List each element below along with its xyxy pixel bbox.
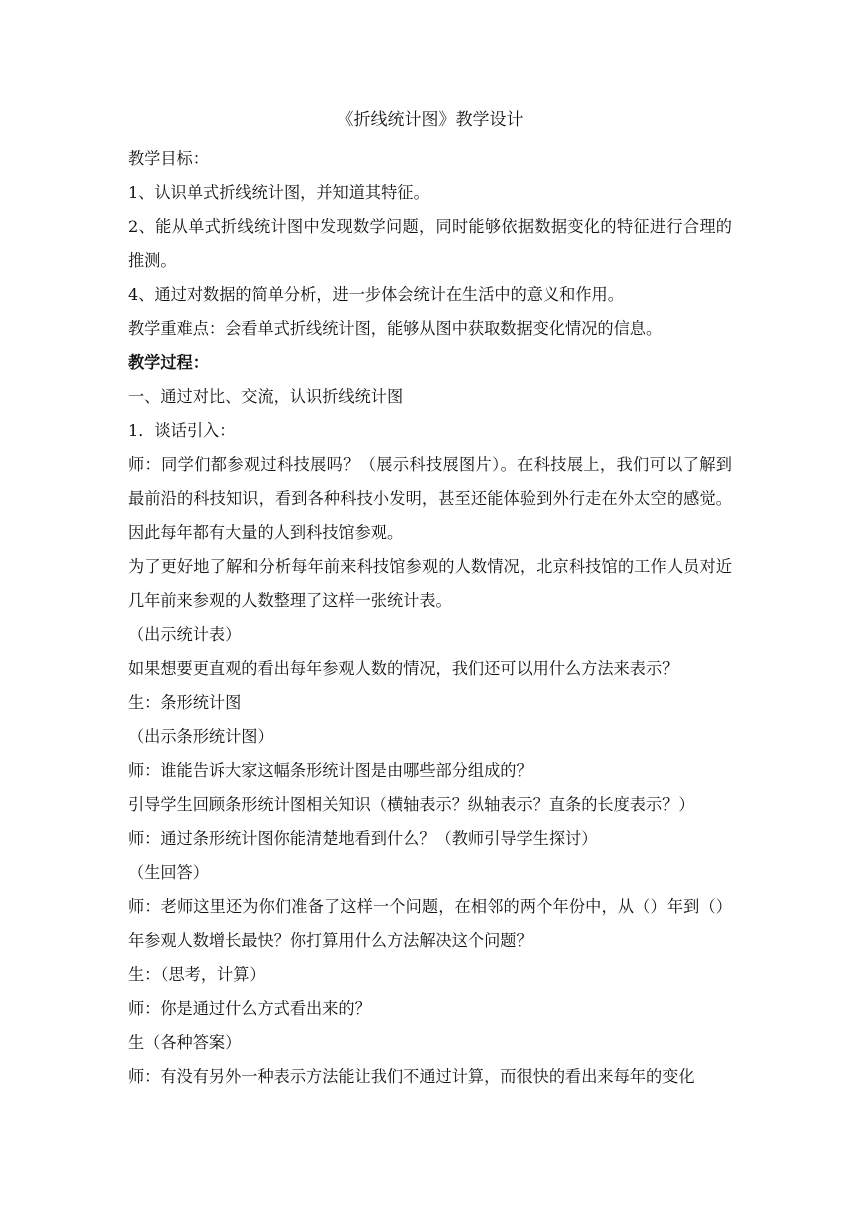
- student-various-answers: 生（各种答案）: [128, 1033, 242, 1052]
- section-heading-process: 教学过程：: [128, 353, 209, 372]
- review-guidance: 引导学生回顾条形统计图相关知识（横轴表示？纵轴表示？直条的长度表示？）: [128, 795, 695, 814]
- document-body: [128, 142, 732, 1094]
- objective-item-4: 4、通过对数据的简单分析，进一步体会统计在生活中的意义和作用。: [128, 285, 624, 304]
- teacher-question-alternative: 师：有没有另外一种表示方法能让我们不通过计算，而很快的看出来每年的变化: [128, 1067, 695, 1086]
- process-step-1-heading: 1．谈话引入：: [128, 421, 236, 440]
- teacher-intro-paragraph: 师：同学们都参观过科技展吗？（展示科技展图片）。在科技展上，我们可以了解到最前沿的科技知识，看到各种科技小发明，甚至还能体验到外行走在外太空的感觉。因此每年都有大量的人到科技馆参观。: [128, 455, 732, 542]
- question-paragraph: 如果想要更直观的看出每年参观人数的情况，我们还可以用什么方法来表示？: [128, 659, 679, 678]
- process-part-1-heading: 一、通过对比、交流，认识折线统计图: [128, 387, 404, 406]
- student-respond-note: （生回答）: [128, 863, 209, 882]
- teacher-question-growth: 师：老师这里还为你们准备了这样一个问题，在相邻的两个年份中，从（）年到（）年参观人数增长最快？你打算用什么方法解决这个问题？: [128, 897, 732, 950]
- document-title: 《折线统计图》教学设计: [336, 110, 524, 130]
- key-difficulties: 教学重难点：会看单式折线统计图，能够从图中获取数据变化情况的信息。: [128, 319, 663, 338]
- show-table-note: （出示统计表）: [128, 625, 242, 644]
- show-bar-chart-note: （出示条形统计图）: [128, 727, 274, 746]
- teacher-question-method: 师：你是通过什么方式看出来的？: [128, 999, 371, 1018]
- student-thinking: 生：（思考，计算）: [128, 965, 266, 984]
- statistics-table-intro: 为了更好地了解和分析每年前来科技馆参观的人数情况，北京科技馆的工作人员对近几年前来参观的人数整理了这样一张统计表。: [128, 557, 732, 610]
- teacher-question-components: 师：谁能告诉大家这幅条形统计图是由哪些部分组成的？: [128, 761, 533, 780]
- section-heading-objectives: 教学目标：: [128, 149, 209, 168]
- objective-item-1: 1、认识单式折线统计图，并知道其特征。: [128, 183, 430, 202]
- objective-item-2: 2、能从单式折线统计图中发现数学问题，同时能够依据数据变化的特征进行合理的推测。: [128, 217, 732, 270]
- student-answer-bar-chart: 生：条形统计图: [128, 693, 242, 712]
- teacher-question-observe: 师：通过条形统计图你能清楚地看到什么？（教师引导学生探讨）: [128, 829, 598, 848]
